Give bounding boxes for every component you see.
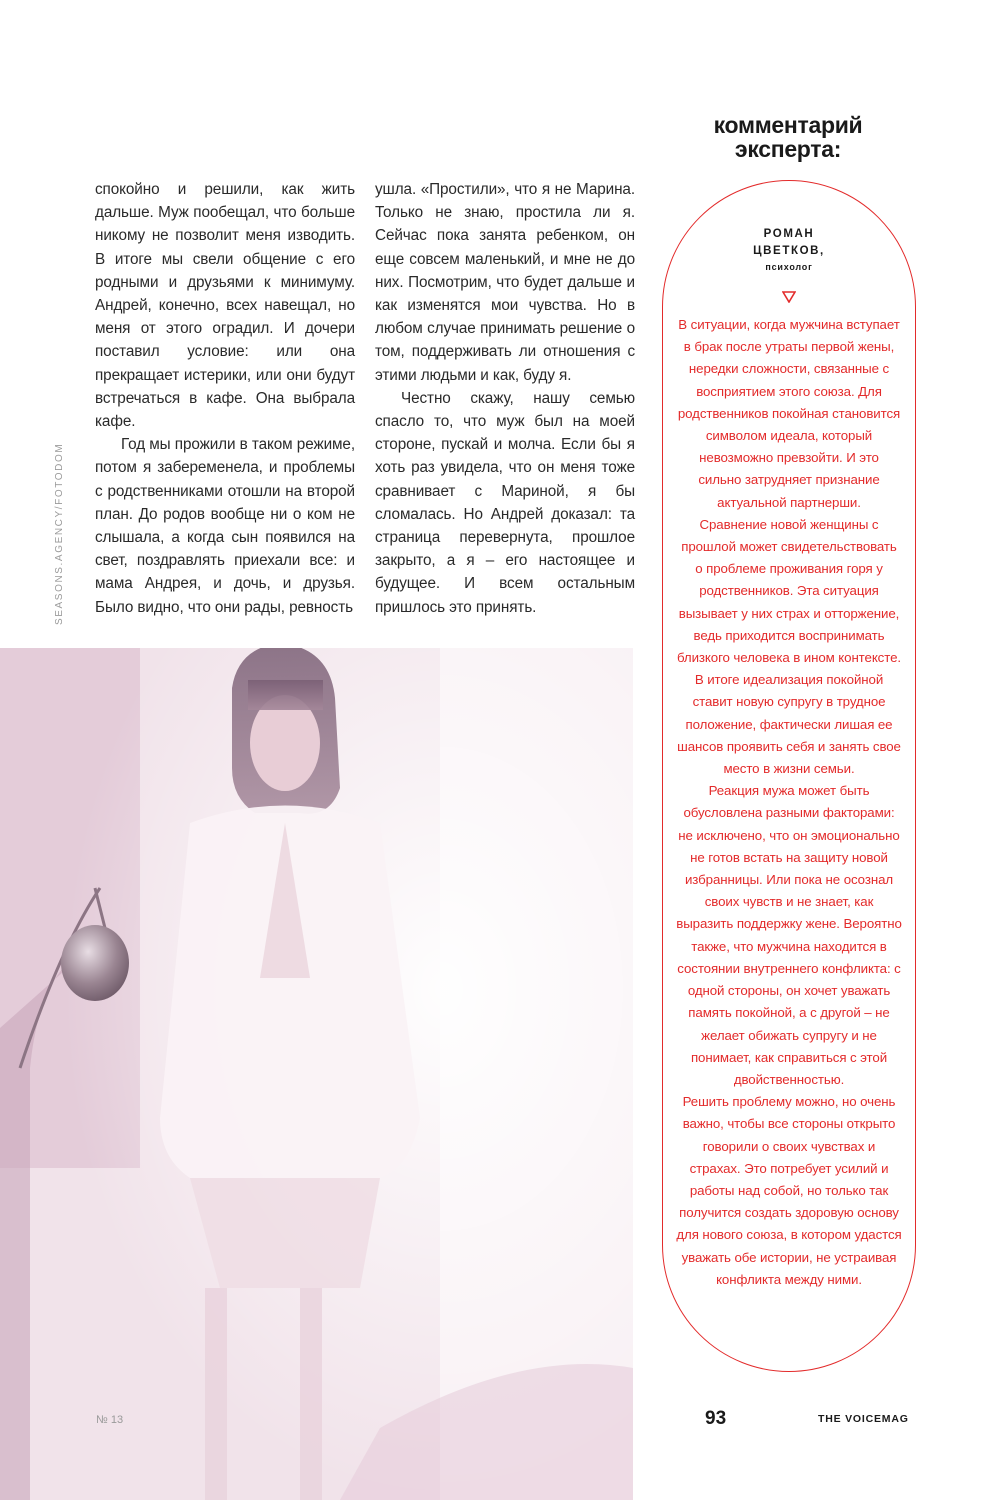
article-column-2 [375, 178, 635, 619]
expert-name [672, 226, 906, 260]
expert-comment [676, 314, 902, 1291]
photo-credit: SEASONS.AGENCY/FOTODOM [54, 442, 65, 625]
article-paragraph: Год мы прожили в таком режиме, потом я забеременела, и проблемы с родственниками отошли на второй план. До родов вообще ни о ком не слышала, а когда сын появился на свет, поздравлять приехали все: и мама Андрея, и дочь, и друзья. Было видно, что они рады, ревность [95, 436, 355, 616]
magazine-name: THE VOICEMAG [818, 1413, 909, 1425]
expert-heading-line: комментарий [713, 112, 863, 138]
expert-paragraph: Сравнение новой женщины с прошлой может свидетельствовать о проблеме проживания горя у родственников. Эта ситуация вызывает у них страх и отторжение, ведь приходится воспринимать близкого человека в ином контексте. В итоге идеализация покойной ставит новую супругу в трудное положение, фактически лишая ее шансов проявить себя и занять свое место в жизни семьи. [677, 516, 901, 777]
triangle-down-icon [782, 291, 796, 303]
expert-paragraph: Решить проблему можно, но очень важно, чтобы все стороны открыто говорили о своих чувствах и страхах. Это потребует усилий и работы над собой, но только так получится создать здоровую основу для нового союза, в котором удастся уважать обе истории, не устраивая конфликта между ними. [676, 1094, 902, 1287]
expert-role: психолог [765, 262, 813, 272]
expert-paragraph: В ситуации, когда мужчина вступает в брак после утраты первой жены, нередки сложности, связанные с восприятием этого союза. Для родственников покойная становится символом идеала, который невозможно превзойти. И это сильно затрудняет признание актуальной партнерши. [677, 317, 901, 510]
article-column-1 [95, 178, 355, 619]
article-photo [0, 648, 633, 1500]
article-paragraph: ушла. «Простили», что я не Марина. Только не знаю, простила ли я. Сейчас пока занята ребенком, он еще совсем маленький, и мне не до них. Посмотрим, что будет дальше и как изменятся мои чувства. Но в любом случае принимать решение о том, поддерживать ли отношения с этими людьми и как, буду я. [375, 181, 635, 384]
expert-name-line: ЦВЕТКОВ, [753, 245, 825, 257]
expert-paragraph: Реакция мужа может быть обусловлена разными факторами: не исключено, что он эмоционально не готов встать на защиту новой избранницы. Или пока не осознал своих чувств и не знает, как выразить поддержку жене. Вероятно также, что мужчина находится в состоянии внутреннего конфликта: с одной стороны, он хочет уважать память покойной, а с другой – не желает обижать супругу и не понимает, как справиться с этой двойственностью. [676, 783, 902, 1087]
issue-number: № 13 [96, 1414, 124, 1426]
article-paragraph: спокойно и решили, как жить дальше. Муж пообещал, что больше никому не позволит меня изводить. В итоге мы свели общение с его родными и друзьями к минимуму. Андрей, конечно, всех навещал, но меня от этого оградил. И дочери поставил условие: или она прекращает истерики, или они будут встречаться в кафе. Она выбрала кафе. [95, 181, 355, 431]
article-paragraph: Честно скажу, нашу семью спасло то, что муж был на моей стороне, пускай и молча. Если бы я хоть раз увидела, что он меня тоже сравнивает с Мариной, я бы сломалась. Но Андрей доказал: та страница перевернута, прошлое закрыто, а я – его настоящее и будущее. И всем остальным пришлось это принять. [375, 389, 635, 616]
expert-name-line: РОМАН [763, 228, 815, 240]
expert-heading [670, 113, 906, 161]
page-number: 93 [705, 1408, 727, 1429]
expert-heading-line: эксперта: [734, 136, 842, 162]
